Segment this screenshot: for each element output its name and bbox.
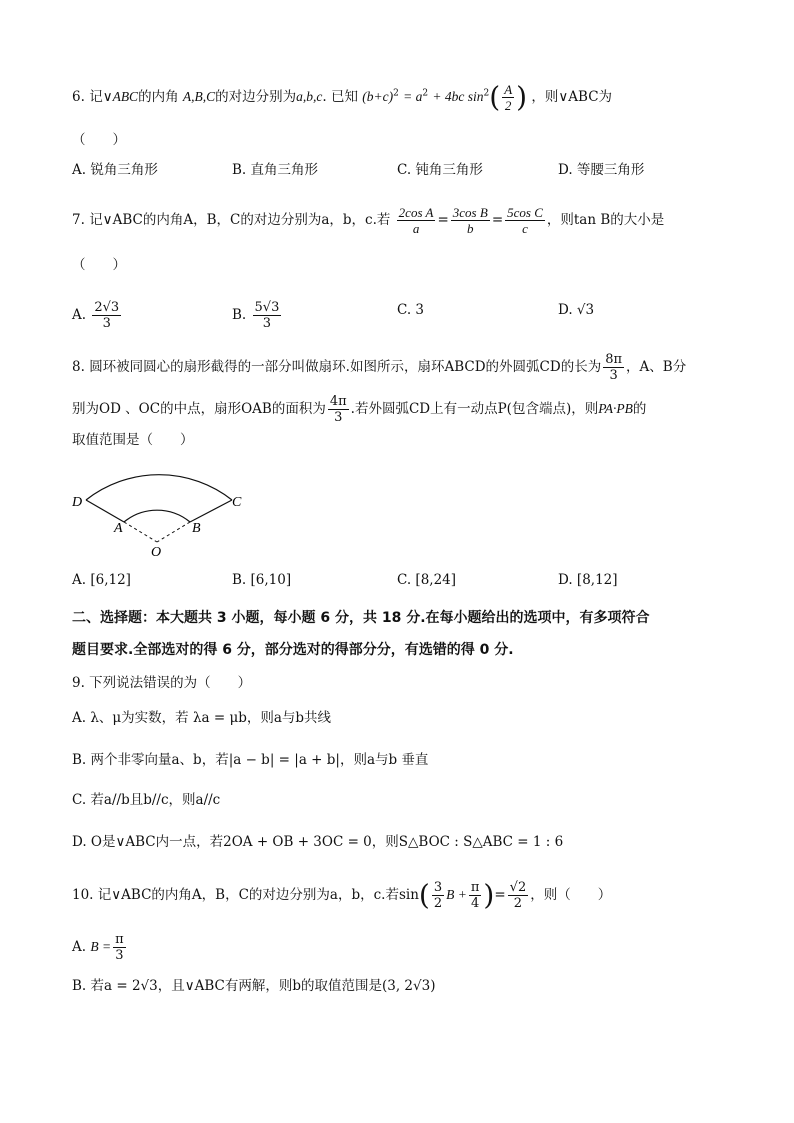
section2-heading-line2: 题目要求.全部选对的得 6 分，部分选对的得部分分，有选错的得 0 分. <box>72 642 514 658</box>
outer-arc-cd <box>86 475 232 500</box>
q6-option-b[interactable]: B. 直角三角形 <box>232 162 319 178</box>
q9-option-c[interactable]: C. 若a//b且b//c，则a//c <box>72 792 221 808</box>
q7-option-d[interactable]: D. √3 <box>558 302 595 318</box>
inner-arc-ab <box>124 510 190 522</box>
q7-option-c[interactable]: C. 3 <box>397 302 425 318</box>
q7-option-b[interactable]: B. $\frac{5√3}{3}$ <box>232 300 280 331</box>
segment-bo-dashed <box>157 522 190 542</box>
q8-option-b[interactable]: B. [6,10] <box>232 572 292 588</box>
q6-option-d[interactable]: D. 等腰三角形 <box>558 162 645 178</box>
segment-da <box>86 500 124 522</box>
segment-cb <box>190 500 232 522</box>
q8-option-d[interactable]: D. [8,12] <box>558 572 618 588</box>
q9-option-a[interactable]: A. λ、μ为实数，若 λa = μb，则a与b共线 <box>72 710 332 726</box>
q6-stem: 6. 记∨ABC的内角 A,B,C的对边分别为a,b,c. 已知 $(b+c)^2 = a^2 + 4bc$ $\sin^2$( $\frac{A}{2}$ ) ，则∨ABC为 <box>72 80 613 114</box>
annular-sector-diagram <box>72 452 252 562</box>
q8-option-c[interactable]: C. [8,24] <box>397 572 457 588</box>
q9-stem: 9. 下列说法错误的为（ ） <box>72 675 252 691</box>
q8-option-a[interactable]: A. [6,12] <box>72 572 131 588</box>
q9-option-b[interactable]: B. 两个非零向量a、b，若|a − b| = |a + b|，则a与b 垂直 <box>72 752 429 768</box>
q7-blank: （ ） <box>72 257 126 273</box>
q7-stem: 7. 记∨ABC的内角A，B，C的对边分别为a，b，c.若 $\frac{\text{2cos A}}{a}$ = $\frac{\text{3cos B}}{b}$ = $\frac{\text{5cos C}}{c}$ ，则tan B的大小是 <box>72 205 665 236</box>
q8-line1: 8. 圆环被同圆心的扇形截得的一部分叫做扇环.如图所示，扇环ABCD的外圆弧CD的长为 $\frac{8\pi}{3}$ ，A、B分 <box>72 352 687 383</box>
q7-option-a[interactable]: A. $\frac{2√3}{3}$ <box>72 300 120 331</box>
label-a: A <box>114 521 123 536</box>
q6-blank: （ ） <box>72 132 126 148</box>
q9-option-d[interactable]: D. O是∨ABC内一点，若2OA + OB + 3OC = 0，则S△BOC : S△ABC = 1 : 6 <box>72 834 564 850</box>
q8-line3: 取值范围是（ ） <box>72 432 194 448</box>
section2-heading-line1: 二、选择题：本大题共 3 小题，每小题 6 分，共 18 分.在每小题给出的选项中，有多项符合 <box>72 610 650 626</box>
q6-option-a[interactable]: A. 锐角三角形 <box>72 162 158 178</box>
segment-ao-dashed <box>124 522 157 542</box>
q8-line2: 别为OD 、OC的中点，扇形OAB的面积为 $\frac{4\pi}{3}$ .若外圆弧CD上有一动点P(包含端点)，则PA·PB的 <box>72 394 647 425</box>
q10-option-a[interactable]: A. B = $\frac{\pi}{3}$ <box>72 932 124 963</box>
q10-option-b[interactable]: B. 若a = 2√3，且∨ABC有两解，则b的取值范围是(3, 2√3) <box>72 978 436 994</box>
q10-stem: 10. 记∨ABC的内角A，B，C的对边分别为a，b，c.若sin( $\frac{3}{2}$ B + $\frac{\pi}{4}$ )= $\frac{√2}{2}$ ，则（ ） <box>72 878 612 912</box>
label-b: B <box>192 521 201 536</box>
q6-option-c[interactable]: C. 钝角三角形 <box>397 162 483 178</box>
label-c: C <box>232 495 242 510</box>
label-o: O <box>151 545 162 560</box>
label-d: D <box>72 495 83 510</box>
